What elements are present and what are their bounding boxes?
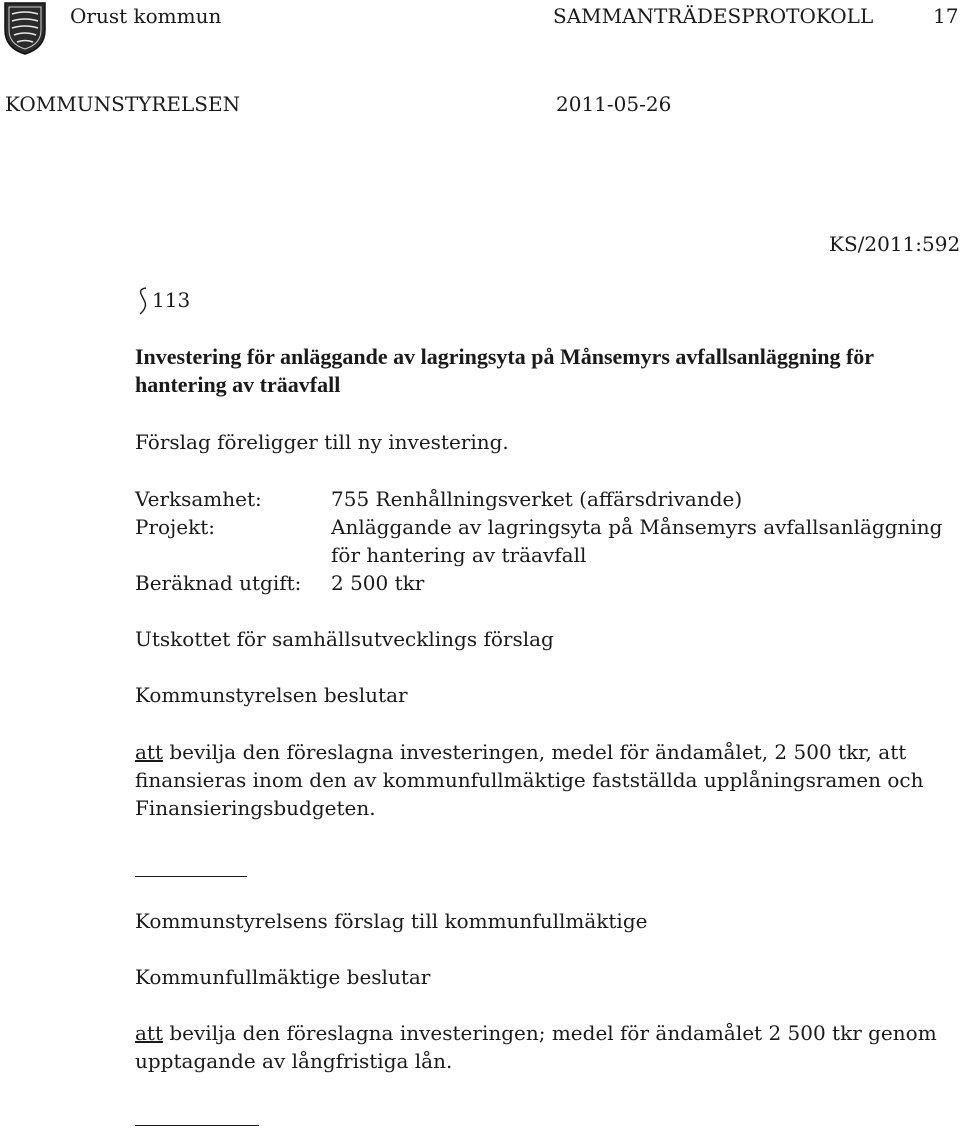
decision-1-line-1 (135, 740, 906, 764)
separator-line (135, 1125, 259, 1126)
ks-proposal-heading: Kommunstyrelsens förslag till kommunfullmäktige (135, 909, 648, 933)
decision-1-line-3: Finansieringsbudgeten. (135, 796, 376, 820)
separator-line (135, 876, 247, 877)
document-title-line-2: hantering av träavfall (135, 372, 341, 397)
board-name: KOMMUNSTYRELSEN (5, 92, 241, 116)
decision-2-text: bevilja den föreslagna investeringen; medel för ändamålet 2 500 tkr genom (163, 1021, 937, 1045)
decision-1-line-2: finansieras inom den av kommunfullmäktige fastställda upplåningsramen och (135, 768, 924, 792)
page-number: 17 (933, 4, 959, 28)
document-title-line-1: Investering för anläggande av lagringsyta på Månsemyrs avfallsanläggning för (135, 344, 875, 369)
case-number: KS/2011:592 (829, 232, 960, 256)
ks-decides-heading: Kommunstyrelsen beslutar (135, 683, 408, 707)
kf-decides-heading: Kommunfullmäktige beslutar (135, 965, 431, 989)
municipality-name: Orust kommun (70, 4, 222, 28)
cost-label: Beräknad utgift: (135, 571, 302, 595)
document-type: SAMMANTRÄDESPROTOKOLL (553, 4, 874, 28)
paragraph-number: 113 (152, 288, 191, 312)
section-sign-icon (137, 286, 149, 316)
decision-2-line-1 (135, 1021, 937, 1045)
decision-1-text: bevilja den föreslagna investeringen, medel för ändamålet, 2 500 tkr, att (163, 740, 907, 764)
project-label: Projekt: (135, 515, 215, 539)
activity-label: Verksamhet: (135, 487, 262, 511)
intro-text: Förslag föreligger till ny investering. (135, 430, 509, 454)
committee-proposal-heading: Utskottet för samhällsutvecklings förslag (135, 627, 554, 651)
project-value-line-1: Anläggande av lagringsyta på Månsemyrs avfallsanläggning (331, 515, 943, 539)
cost-value: 2 500 tkr (331, 571, 425, 595)
activity-value: 755 Renhållningsverket (affärsdrivande) (331, 487, 743, 511)
project-value-line-2: för hantering av träavfall (331, 543, 587, 567)
decision-2-line-2: upptagande av långfristiga lån. (135, 1049, 453, 1073)
att-keyword: att (135, 740, 163, 764)
att-keyword: att (135, 1021, 163, 1045)
municipality-crest-icon (2, 0, 48, 56)
meeting-date: 2011-05-26 (556, 92, 672, 116)
